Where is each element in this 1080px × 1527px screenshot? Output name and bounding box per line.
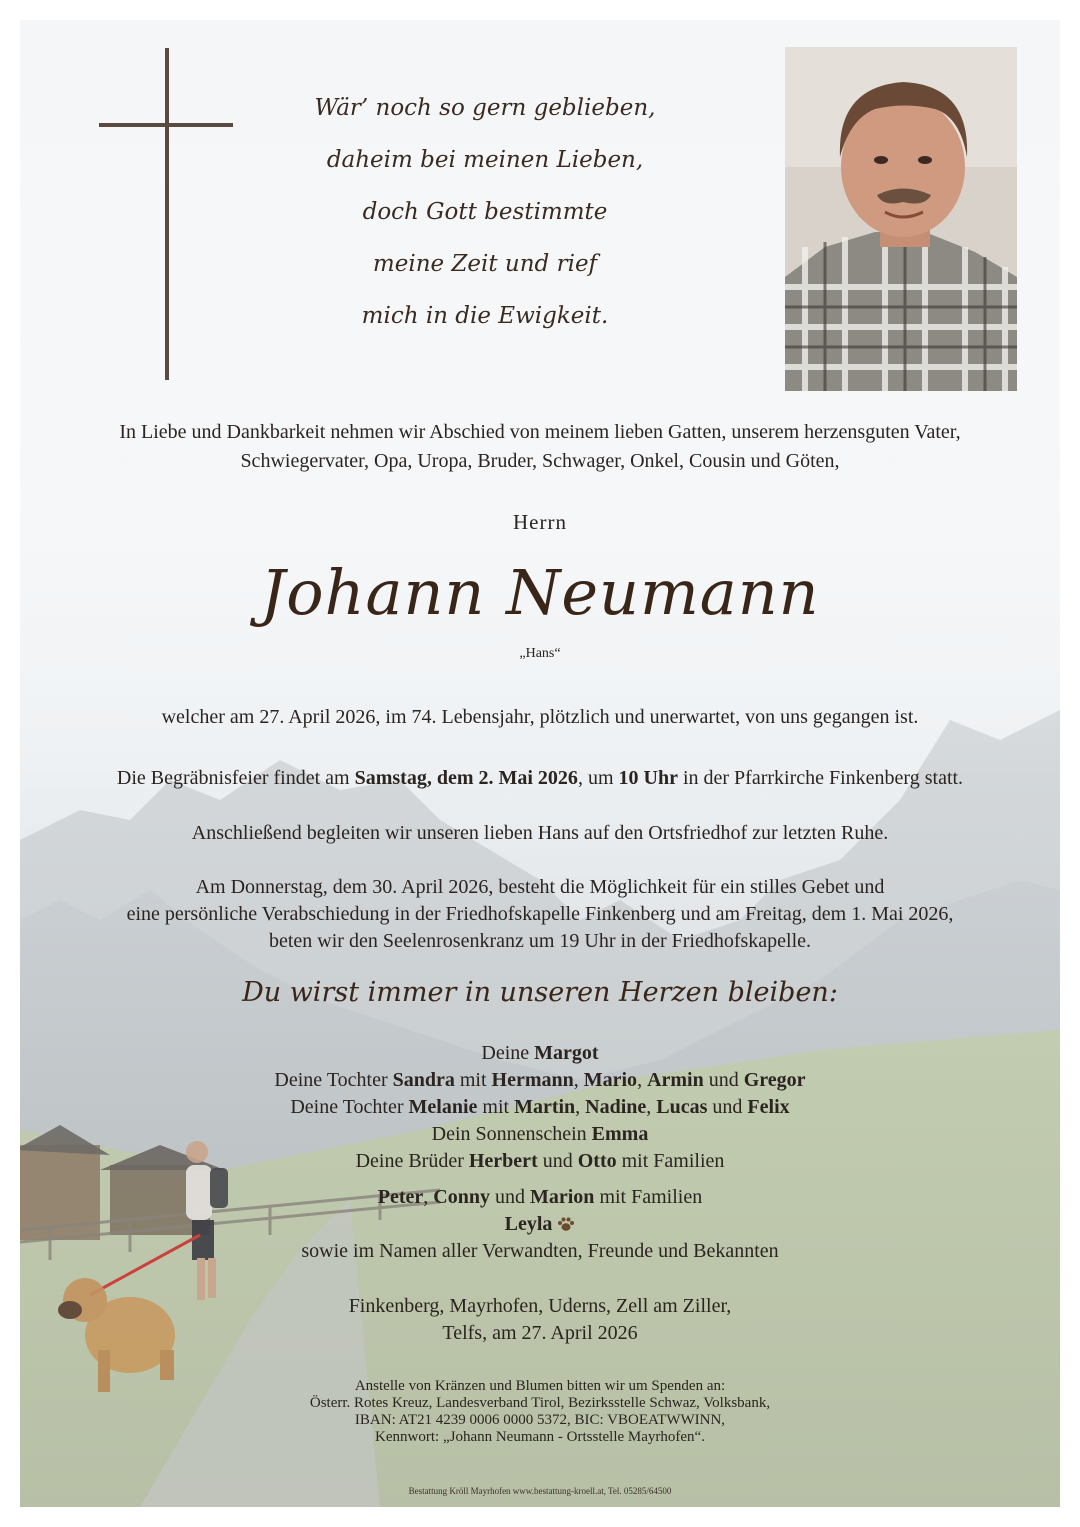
farewell-heading: Du wirst immer in unseren Herzen bleiben: [242, 977, 838, 1008]
family-name: Armin [647, 1069, 704, 1091]
family-name: Herbert [468, 1150, 538, 1172]
pet-name: Leyla [504, 1213, 553, 1235]
family-line [20, 1094, 1060, 1121]
portrait-photo [785, 47, 1017, 391]
family-line [20, 1121, 1060, 1148]
family-text: Deine Brüder [355, 1150, 469, 1172]
family-name: Hermann [491, 1069, 574, 1091]
intro-text [20, 418, 1060, 476]
family-line [20, 1148, 1060, 1175]
nickname: „Hans“ [519, 646, 561, 661]
family-name: Melanie [408, 1096, 478, 1118]
family-text: und [703, 1069, 744, 1091]
poem-line: mich in die Ewigkeit. [361, 303, 609, 329]
prayer-info [20, 874, 1060, 955]
family-list-extended [20, 1184, 1060, 1265]
family-line [20, 1211, 1060, 1238]
family-text: , [573, 1069, 584, 1091]
family-name: Sandra [392, 1069, 455, 1091]
family-name: Margot [534, 1042, 599, 1064]
family-name: Peter [377, 1186, 424, 1208]
prayer-line: Am Donnerstag, dem 30. April 2026, besteht die Möglichkeit für ein stilles Gebet und [195, 876, 885, 898]
family-text: , [637, 1069, 648, 1091]
salutation: Herrn [513, 510, 567, 534]
family-text: , [646, 1096, 657, 1118]
cross-horizontal-beam [99, 123, 233, 127]
family-text: und [707, 1096, 748, 1118]
family-name: Conny [433, 1186, 490, 1208]
intro-line: Schwiegervater, Opa, Uropa, Bruder, Schwager, Onkel, Cousin und Göten, [240, 450, 840, 472]
prayer-line: beten wir den Seelenrosenkranz um 19 Uhr in der Friedhofskapelle. [268, 930, 812, 952]
donation-request [20, 1378, 1060, 1446]
family-name: Lucas [656, 1096, 708, 1118]
family-text: Dein Sonnenschein [431, 1123, 592, 1145]
poem-line: doch Gott bestimmte [362, 199, 608, 225]
place-line: Finkenberg, Mayrhofen, Uderns, Zell am Ziller, [348, 1295, 732, 1317]
family-line [20, 1067, 1060, 1094]
funeral-text: Die Begräbnisfeier findet am [116, 767, 355, 789]
family-text: , [575, 1096, 586, 1118]
poem-line: daheim bei meinen Lieben, [326, 147, 644, 173]
intro-line: In Liebe und Dankbarkeit nehmen wir Abschied von meinem lieben Gatten, unserem herzensguten Vater, [119, 421, 961, 443]
funeral-info [20, 765, 1060, 792]
family-name: Martin [514, 1096, 576, 1118]
family-line [20, 1184, 1060, 1211]
family-name: Felix [747, 1096, 790, 1118]
family-text: mit Familien [616, 1150, 725, 1172]
donation-line: IBAN: AT21 4239 0006 0000 5372, BIC: VBOEATWWINN, [354, 1412, 726, 1428]
obituary-page [20, 20, 1060, 1507]
family-text: , [423, 1186, 434, 1208]
donation-line: Kennwort: „Johann Neumann - Ortsstelle Mayrhofen“. [375, 1429, 705, 1445]
donation-line: Anstelle von Kränzen und Blumen bitten wir um Spenden an: [354, 1378, 726, 1394]
family-text: mit [477, 1096, 515, 1118]
donation-line: Österr. Rotes Kreuz, Landesverband Tirol, Bezirksstelle Schwaz, Volksbank, [309, 1395, 771, 1411]
deceased-name: Johann Neumann [260, 556, 820, 629]
place-line: Telfs, am 27. April 2026 [442, 1322, 638, 1344]
family-line: sowie im Namen aller Verwandten, Freunde und Bekannten [301, 1240, 779, 1262]
family-name: Gregor [743, 1069, 806, 1091]
paw-icon [557, 1216, 575, 1232]
family-name: Marion [530, 1186, 595, 1208]
funeral-time: 10 Uhr [618, 767, 678, 789]
funeral-date: Samstag, dem 2. Mai 2026 [354, 767, 578, 789]
family-text: und [537, 1150, 578, 1172]
family-text: Deine Tochter [274, 1069, 393, 1091]
family-text: mit [454, 1069, 492, 1091]
poem-line: meine Zeit und rief [372, 251, 598, 277]
portrait-illustration [785, 47, 1017, 391]
funeral-home-footer: Bestattung Kröll Mayrhofen www.bestattung-kroell.at, Tel. 05285/64500 [408, 1486, 672, 1496]
family-name: Nadine [585, 1096, 647, 1118]
family-text: Deine [481, 1042, 535, 1064]
family-name: Otto [577, 1150, 617, 1172]
poem-line: Wär’ noch so gern geblieben, [314, 95, 656, 121]
cross-vertical-beam [165, 48, 169, 380]
burial-info: Anschließend begleiten wir unseren lieben Hans auf den Ortsfriedhof zur letzten Ruhe. [191, 822, 889, 844]
family-text: Deine Tochter [290, 1096, 409, 1118]
funeral-text: in der Pfarrkirche Finkenberg statt. [677, 767, 964, 789]
family-list [20, 1040, 1060, 1175]
death-notice: welcher am 27. April 2026, im 74. Lebensjahr, plötzlich und unerwartet, von uns gegangen ist. [161, 706, 919, 728]
family-line [20, 1040, 1060, 1067]
funeral-text: , um [577, 767, 619, 789]
family-text: und [490, 1186, 530, 1208]
memorial-poem [300, 82, 670, 342]
prayer-line: eine persönliche Verabschiedung in der Friedhofskapelle Finkenberg und am Freitag, dem 1. Mai 2026, [126, 903, 954, 925]
place-date [20, 1293, 1060, 1347]
family-name: Mario [583, 1069, 638, 1091]
family-text: mit Familien [594, 1186, 703, 1208]
family-name: Emma [591, 1123, 649, 1145]
